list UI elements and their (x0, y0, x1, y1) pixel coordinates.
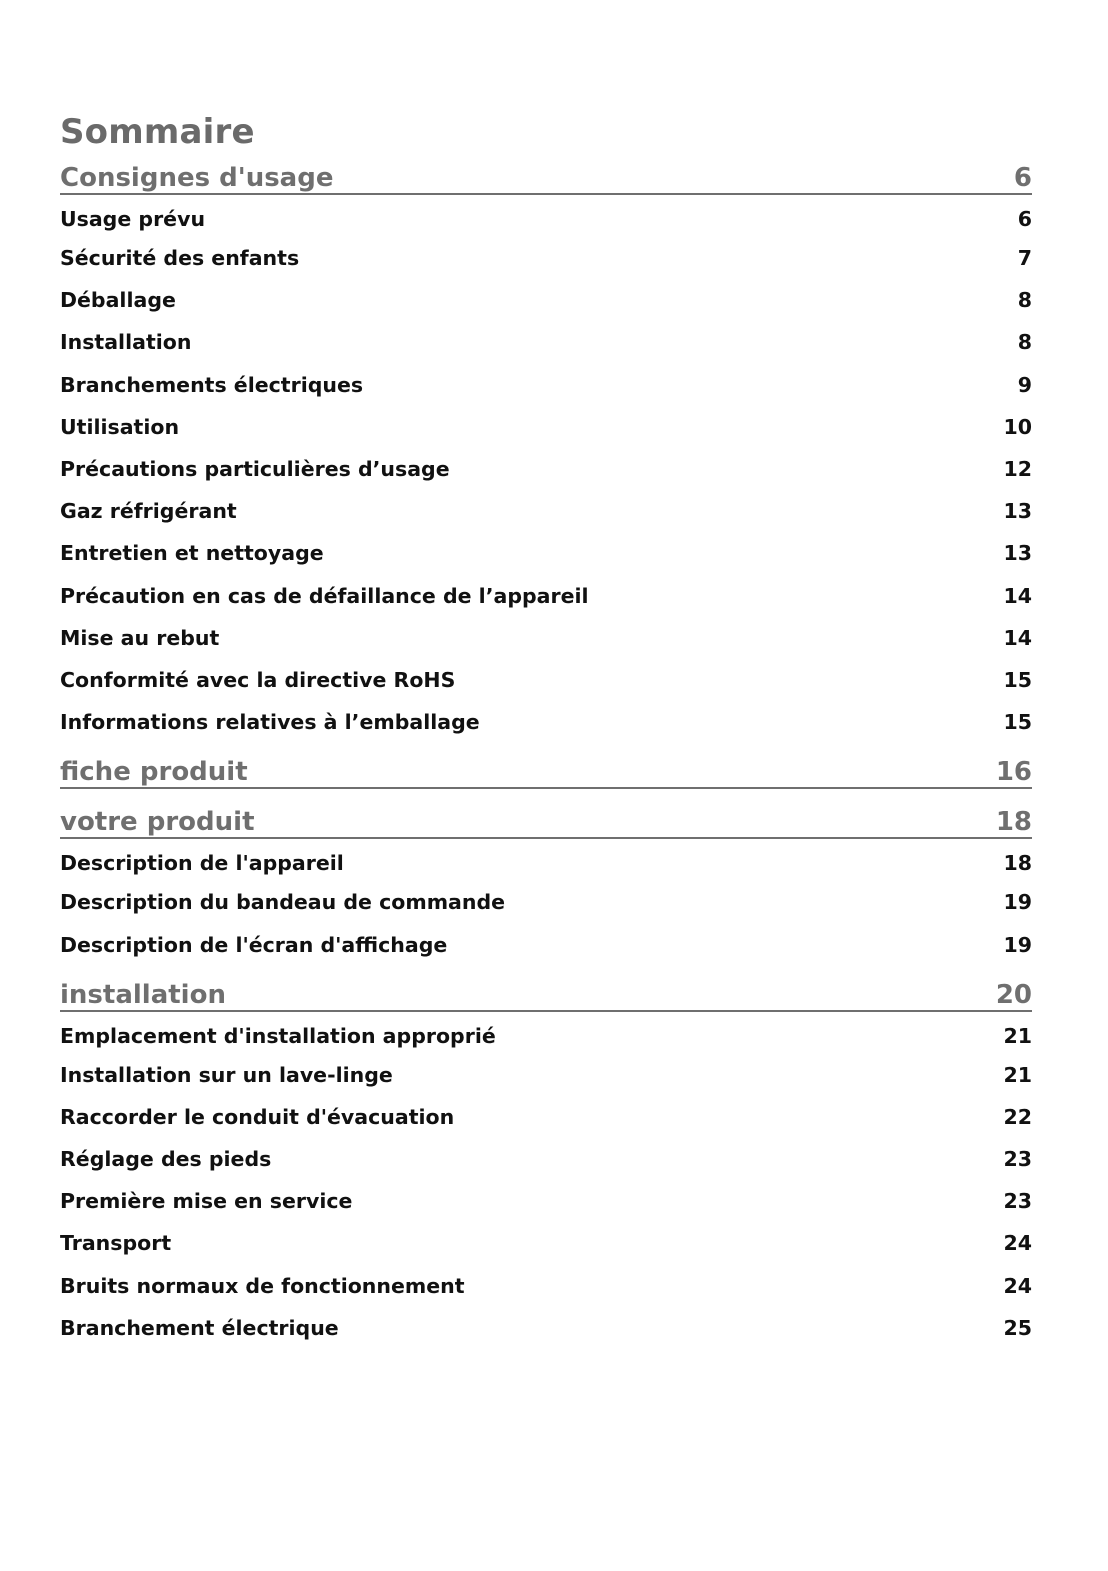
section-page-number: 16 (995, 757, 1032, 788)
entry-list (60, 1018, 1032, 1349)
entry-label: Informations relatives à l’emballage (60, 710, 480, 735)
entry-label: Mise au rebut (60, 625, 220, 650)
section-title: fiche produit (60, 757, 248, 788)
toc-entry[interactable] (60, 406, 1032, 448)
toc-section-fiche-produit (60, 754, 1032, 789)
entry-label: Première mise en service (60, 1189, 353, 1214)
entry-page-number: 19 (1003, 932, 1032, 957)
toc-entry[interactable] (60, 237, 1032, 279)
entry-label: Déballage (60, 288, 176, 313)
entry-page-number: 7 (1017, 246, 1032, 271)
toc-entry[interactable] (60, 923, 1032, 965)
section-title: Consignes d'usage (60, 163, 334, 193)
entry-page-number: 22 (1003, 1104, 1032, 1129)
toc-entry[interactable] (60, 490, 1032, 532)
entry-label: Branchement électrique (60, 1315, 339, 1340)
entry-page-number: 23 (1003, 1147, 1032, 1172)
entry-label: Précautions particulières d’usage (60, 457, 450, 482)
entry-page-number: 14 (1003, 583, 1032, 608)
toc-entry[interactable] (60, 364, 1032, 406)
entry-label: Usage prévu (60, 207, 206, 231)
entry-label: Bruits normaux de fonctionnement (60, 1273, 465, 1298)
toc-entry[interactable] (60, 201, 1032, 237)
entry-page-number: 24 (1003, 1273, 1032, 1298)
toc-entry[interactable] (60, 448, 1032, 490)
toc-entry[interactable] (60, 1265, 1032, 1307)
entry-label: Description de l'écran d'affichage (60, 932, 448, 957)
toc-entry[interactable] (60, 659, 1032, 701)
entry-page-number: 25 (1003, 1315, 1032, 1340)
entry-page-number: 9 (1017, 372, 1032, 397)
toc-entry[interactable] (60, 845, 1032, 881)
toc-entry[interactable] (60, 279, 1032, 321)
entry-label: Description de l'appareil (60, 851, 344, 876)
section-heading[interactable] (60, 160, 1032, 195)
page-title: Sommaire (60, 112, 255, 152)
entry-label: Transport (60, 1231, 172, 1256)
toc-entry[interactable] (60, 532, 1032, 574)
toc-entry[interactable] (60, 1138, 1032, 1180)
entry-list (60, 201, 1032, 743)
entry-label: Branchements électriques (60, 372, 364, 397)
toc-section-installation (60, 977, 1032, 1349)
toc-section-votre-produit (60, 804, 1032, 965)
entry-page-number: 24 (1003, 1231, 1032, 1256)
entry-label: Installation (60, 330, 192, 355)
entry-label: Installation sur un lave-linge (60, 1062, 393, 1087)
section-page-number: 18 (995, 807, 1032, 838)
entry-page-number: 15 (1003, 667, 1032, 692)
entry-page-number: 15 (1003, 710, 1032, 735)
entry-page-number: 8 (1017, 288, 1032, 313)
section-page-number: 6 (1013, 163, 1032, 193)
toc-entry[interactable] (60, 1096, 1032, 1138)
entry-page-number: 21 (1003, 1023, 1032, 1048)
entry-label: Précaution en cas de défaillance de l’appareil (60, 583, 589, 608)
section-heading[interactable] (60, 754, 1032, 789)
section-heading[interactable] (60, 804, 1032, 839)
entry-label: Entretien et nettoyage (60, 541, 324, 566)
entry-page-number: 8 (1017, 330, 1032, 355)
toc-entry[interactable] (60, 881, 1032, 923)
toc-entry[interactable] (60, 701, 1032, 743)
entry-page-number: 23 (1003, 1189, 1032, 1214)
section-title: installation (60, 979, 226, 1010)
entry-label: Conformité avec la directive RoHS (60, 667, 456, 692)
entry-page-number: 14 (1003, 625, 1032, 650)
entry-label: Gaz réfrigérant (60, 499, 237, 524)
entry-label: Sécurité des enfants (60, 246, 300, 271)
entry-page-number: 13 (1003, 541, 1032, 566)
entry-list (60, 845, 1032, 965)
entry-page-number: 19 (1003, 890, 1032, 915)
toc-entry[interactable] (60, 575, 1032, 617)
toc-entry[interactable] (60, 1018, 1032, 1054)
toc-entry[interactable] (60, 321, 1032, 363)
toc-section-consignes (60, 160, 1032, 743)
entry-page-number: 12 (1003, 457, 1032, 482)
entry-label: Réglage des pieds (60, 1147, 272, 1172)
entry-page-number: 21 (1003, 1062, 1032, 1087)
section-title: votre produit (60, 807, 255, 838)
section-page-number: 20 (995, 979, 1032, 1010)
entry-label: Raccorder le conduit d'évacuation (60, 1104, 455, 1129)
section-heading[interactable] (60, 977, 1032, 1012)
toc-entry[interactable] (60, 1054, 1032, 1096)
entry-label: Emplacement d'installation approprié (60, 1023, 496, 1048)
toc-entry[interactable] (60, 1222, 1032, 1264)
entry-page-number: 13 (1003, 499, 1032, 524)
toc-entry[interactable] (60, 1180, 1032, 1222)
toc-entry[interactable] (60, 617, 1032, 659)
table-of-contents (60, 108, 1032, 1349)
entry-label: Utilisation (60, 414, 180, 439)
entry-page-number: 6 (1017, 207, 1032, 231)
entry-page-number: 18 (1003, 851, 1032, 876)
entry-page-number: 10 (1003, 414, 1032, 439)
toc-entry[interactable] (60, 1307, 1032, 1349)
entry-label: Description du bandeau de commande (60, 890, 506, 915)
